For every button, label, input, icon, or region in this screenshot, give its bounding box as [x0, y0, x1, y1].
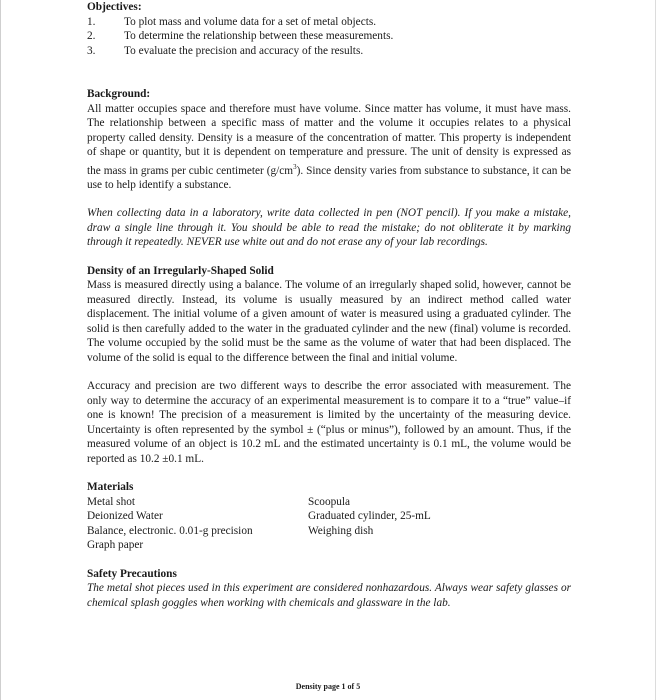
background-section — [87, 87, 571, 192]
page-left-edge — [0, 0, 1, 700]
objectives-list — [87, 15, 571, 59]
irregular-solid-heading: Density of an Irregularly-Shaped Solid — [87, 264, 274, 277]
material-item: Deionized Water — [87, 510, 163, 523]
irregular-solid-paragraph: Mass is measured directly using a balance. The volume of an irregularly shaped solid, however, cannot be measured directly. Instead, its volume is usually measured by an indirect method called water displacement. The initial volume of a given amount of water is measured using a graduated cylinder. The solid is then carefully added to the water in the graduated cylinder and the new (final) volume is recorded. The volume occupied by the solid must be the same as the volume of water that had been displaced. The volume of the solid is equal to the difference between the final and initial volume. — [87, 279, 571, 364]
irregular-solid-section — [87, 264, 571, 366]
background-heading: Background: — [87, 88, 151, 100]
objective-item — [87, 29, 571, 44]
unit-superscript: 3 — [293, 162, 297, 171]
objective-number: 2. — [87, 30, 96, 42]
materials-right-column — [308, 480, 431, 553]
material-item: Graph paper — [87, 539, 144, 552]
objective-text: To determine the relationship between these measurements. — [124, 30, 394, 42]
objectives-heading: Objectives: — [87, 1, 142, 13]
objective-number: 1. — [87, 15, 96, 28]
objectives-section — [87, 0, 571, 58]
objective-text: To evaluate the precision and accuracy of the results. — [124, 44, 364, 57]
materials-section — [87, 480, 571, 553]
safety-section — [87, 567, 571, 611]
material-item: Balance, electronic. 0.01-g precision — [87, 524, 253, 537]
background-text-part1: All matter occupies space and therefore must have volume. Since matter has volume, it must have mass. The relationship between a specific mass of matter and the volume it occupies relates to a physical property called density. Density is a measure of the concentration of matter. This property is independent of shape or quantity, but it is dependent on temperature and pressure. The unit of density is expressed as the mass in grams per cubic centimeter (g/cm — [87, 102, 571, 177]
safety-heading: Safety Precautions — [87, 567, 177, 580]
lab-data-note: When collecting data in a laboratory, write data collected in pen (NOT pencil). If you make a mistake, draw a single line through it. You should be able to read the mistake; do not obliterate it by marking through it repeatedly. NEVER use white out and do not erase any of your lab recordings. — [87, 207, 571, 249]
objective-number: 3. — [87, 44, 96, 57]
accuracy-paragraph: Accuracy and precision are two different ways to describe the error associated with measurement. The only way to determine the accuracy of an experimental measurement is to compare it to a “true” value–if one is known! The precision of a measurement is limited by the uncertainty of the measuring device. Uncertainty is often represented by the symbol ± (“plus or minus”), followed by an amount. Thus, if the measured volume of an object is 10.2 mL and the estimated uncertainty is 0.1 mL, the volume would be reported as 10.2 ±0.1 mL. — [87, 380, 571, 465]
objective-item — [87, 15, 571, 30]
materials-left-column — [87, 480, 308, 553]
background-text-part2: ). Since density varies from substance to substance, it can be use to help identify a substance. — [87, 164, 571, 191]
material-item: Metal shot — [87, 495, 136, 508]
background-paragraph — [87, 102, 571, 193]
safety-paragraph: The metal shot pieces used in this experiment are considered nonhazardous. Always wear safety glasses or chemical splash goggles when working with chemicals and glassware in the lab. — [87, 582, 571, 609]
objective-item — [87, 44, 571, 59]
materials-heading: Materials — [87, 481, 134, 494]
page-footer: Density page 1 of 5 — [295, 682, 361, 691]
objective-text: To plot mass and volume data for a set of metal objects. — [124, 15, 377, 28]
material-item: Scoopula — [308, 495, 351, 508]
material-item: Weighing dish — [308, 524, 374, 537]
material-item: Graduated cylinder, 25-mL — [308, 510, 431, 523]
document-page — [87, 0, 571, 610]
